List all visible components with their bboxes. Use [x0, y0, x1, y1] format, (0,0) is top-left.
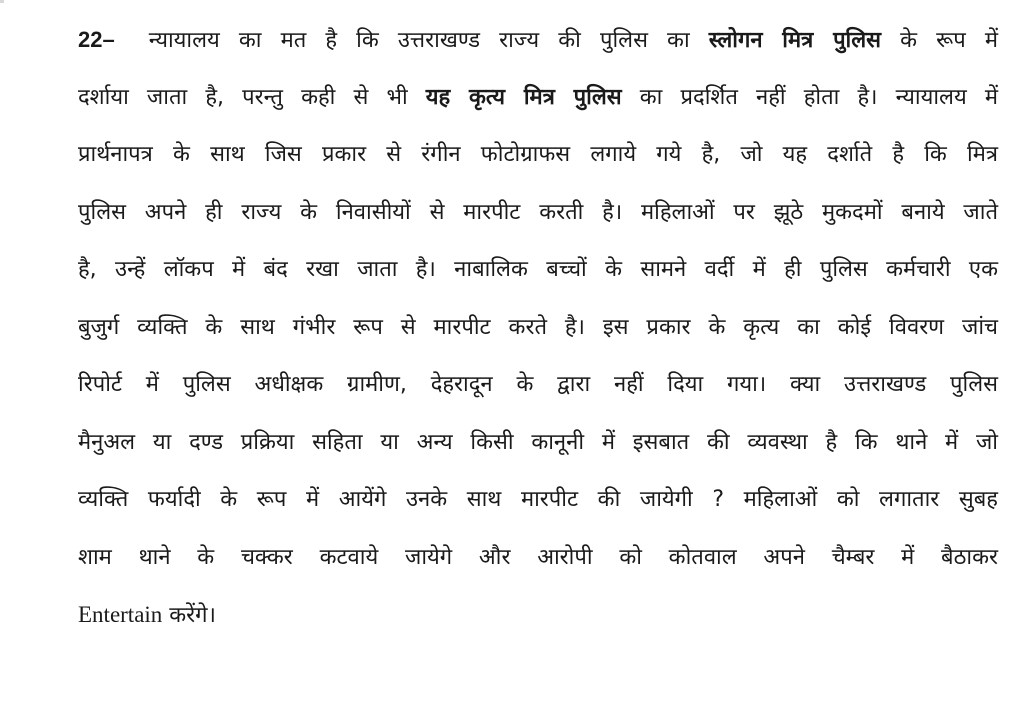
- text-run: करेंगे।: [162, 603, 216, 628]
- text-run: के रूप में: [881, 28, 999, 53]
- paragraph-line: [78, 195, 998, 253]
- paragraph-line: [78, 540, 998, 598]
- text-run: बुजुर्ग व्यक्ति के साथ गंभीर रूप से मारपीट करते है। इस प्रकार के कृत्य का कोई विवरण जांच: [78, 314, 998, 340]
- text-run: न्यायालय का मत है कि उत्तराखण्ड राज्य की पुलिस का: [148, 28, 709, 53]
- text-run: मैनुअल या दण्ड प्रक्रिया सहिता या अन्य किसी कानूनी में इसबात की व्यवस्था है कि थाने में जो: [78, 429, 998, 455]
- text-run: प्रार्थनापत्र के साथ जिस प्रकार से रंगीन फोटोग्राफस लगाये गये है, जो यह दर्शाते है कि मित्र: [78, 142, 998, 167]
- text-run: व्यक्ति फर्यादी के रूप में आयेंगे उनके साथ मारपीट की जायेगी ? महिलाओं को लगातार सुबह: [78, 487, 998, 512]
- text-run: रिपोर्ट में पुलिस अधीक्षक ग्रामीण, देहरादून के द्वारा नहीं दिया गया। क्या उत्तराखण्ड पुलिस: [78, 372, 998, 397]
- paragraph-line: [78, 425, 998, 483]
- paragraph-line: [78, 310, 998, 368]
- paragraph-22: [78, 22, 998, 655]
- bold-text-run: स्लोगन मित्र पुलिस: [708, 28, 882, 53]
- paragraph-line: [78, 80, 998, 138]
- text-run: पुलिस अपने ही राज्य के निवासीयों से मारपीट करती है। महिलाओं पर झूठे मुकदमों बनाये जाते: [78, 199, 998, 225]
- paragraph-line: [78, 252, 998, 310]
- paragraph-line: [78, 22, 998, 80]
- text-run: का प्रदर्शित नहीं होता है। न्यायालय में: [621, 84, 999, 110]
- item-number: 22–: [78, 27, 115, 52]
- paragraph-line: [78, 367, 998, 425]
- latin-text-run: Entertain: [78, 602, 163, 627]
- text-run: है, उन्हें लॉकप में बंद रखा जाता है। नाबालिक बच्चों के सामने वर्दी में ही पुलिस कर्मचारी एक: [78, 257, 998, 282]
- bold-text-run: यह कृत्य मित्र पुलिस: [425, 84, 622, 110]
- paragraph-line: [78, 482, 998, 540]
- text-run: दर्शाया जाता है, परन्तु कही से भी: [78, 84, 426, 110]
- scan-edge-mark: [0, 0, 4, 3]
- text-run: शाम थाने के चक्कर कटवाये जायेगे और आरोपी को कोतवाल अपने चैम्बर में बैठाकर: [78, 544, 998, 570]
- paragraph-line: [78, 597, 998, 655]
- paragraph-line: [78, 137, 998, 195]
